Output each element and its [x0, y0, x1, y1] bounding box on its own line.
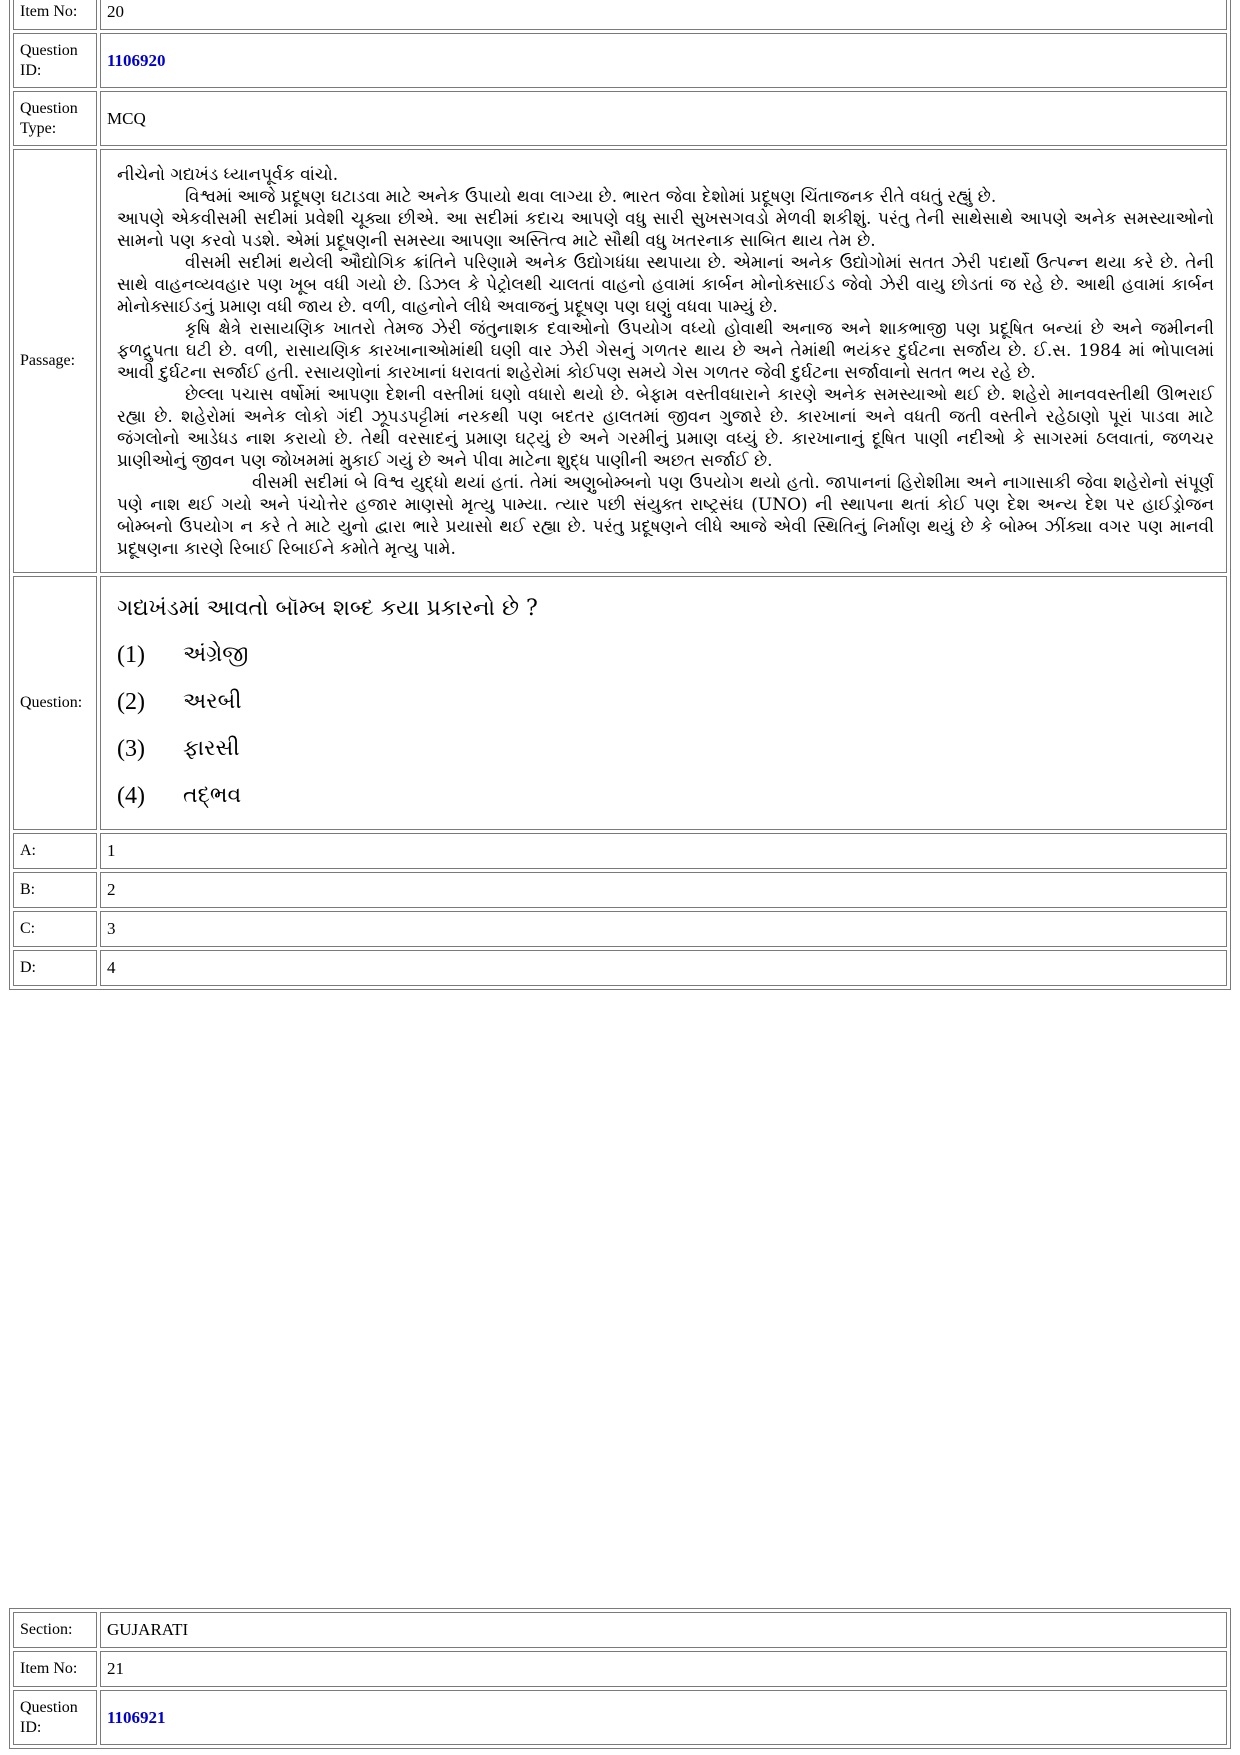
question-id-value: 1106920: [100, 33, 1227, 88]
item-no-value: 21: [100, 1651, 1227, 1687]
question-type-row: [13, 91, 1227, 146]
question-id-row: [13, 1690, 1227, 1745]
answer-a-label: A:: [13, 833, 97, 869]
option-text: ફારસી: [183, 735, 240, 761]
question-id-label: Question ID:: [13, 1690, 97, 1745]
passage-row: [13, 149, 1227, 573]
question-id-label: Question ID:: [13, 33, 97, 88]
option-text: અરબી: [183, 688, 242, 714]
option-number: (2): [117, 688, 145, 715]
question-id-row: [13, 33, 1227, 88]
passage-paragraph: વીસમી સદીમાં થયેલી ઔદ્યોગિક ક્રાંતિને પરિણામે અનેક ઉદ્યોગધંધા સ્થપાયા છે. એમાનાં અનેક ઉદ્યોગોમાં સતત ઝેરી પદાર્થો ઉત્પન્ન થયા કરે છે. તેની સાથે વાહનવ્યવહાર પણ ખૂબ વધી ગયો છે. ડિઝલ કે પેટ્રોલથી ચાલતાં વાહનો હવામાં કાર્બન મોનોક્સાઈડ જેવો ઝેરી વાયુ છોડતાં જ રહે છે. આથી હવામાં કાર્બન મોનોક્સાઈડનું પ્રમાણ વધી જાય છે. વળી, વાહનોને લીધે અવાજનું પ્રદૂષણ પણ ઘણું વધવા પામ્યું છે.: [117, 253, 1214, 317]
option-number: (4): [117, 782, 145, 809]
question-type-value: MCQ: [100, 91, 1227, 146]
question-id-value: 1106921: [100, 1690, 1227, 1745]
answer-d-value: 4: [100, 950, 1227, 986]
question-content: [100, 576, 1227, 830]
passage-paragraph: આપણે એકવીસમી સદીમાં પ્રવેશી ચૂક્યા છીએ. આ સદીમાં કદાચ આપણે વધુ સારી સુખસગવડો મેળવી શકીશું. પરંતુ તેની સાથેસાથે આપણે અનેક સમસ્યાઓનો સામનો પણ કરવો પડશે. એમાં પ્રદૂષણની સમસ્યા આપણા અસ્તિત્વ માટે સૌથી વધુ ખતરનાક સાબિત થાય તેમ છે.: [117, 209, 1214, 251]
item-no-label: Item No:: [13, 0, 97, 30]
passage-paragraph: વિશ્વમાં આજે પ્રદૂષણ ઘટાડવા માટે અનેક ઉપાયો થવા લાગ્યા છે. ભારત જેવા દેશોમાં પ્રદૂષણ ચિંતાજનક રીતે વધતું રહ્યું છે.: [185, 187, 997, 207]
answer-b-label: B:: [13, 872, 97, 908]
option-text: તદ્ભવ: [183, 782, 242, 808]
item-no-row: [13, 0, 1227, 30]
answer-d-row: [13, 950, 1227, 986]
answer-c-value: 3: [100, 911, 1227, 947]
question-label: Question:: [13, 576, 97, 830]
passage-paragraph: વીસમી સદીમાં બે વિશ્વ યુદ્ધો થયાં હતાં. તેમાં અણુબોમ્બનો પણ ઉપયોગ થયો હતો. જાપાનનાં હિરોશીમા અને નાગાસાકી જેવા શહેરોનો સંપૂર્ણ પણે નાશ થઈ ગયો અને પંચોત્તેર હજાર માણસો મૃત્યુ પામ્યા. ત્યાર પછી સંયુક્ત રાષ્ટ્રસંઘ (UNO) ની સ્થાપના થતાં કોઈ પણ દેશ અન્ય દેશ પર હાઈડ્રોજન બોમ્બનો ઉપયોગ ન કરે તે માટે યુનો દ્વારા ભારે પ્રયાસો થઈ રહ્યા છે. પરંતુ પ્રદૂષણને લીધે આજે એવી સ્થિતિનું નિર્માણ થયું છે કે બોમ્બ ઝીંક્યા વગર પણ માનવી પ્રદૂષણના કારણે રિબાઈ રિબાઈને કમોતે મૃત્યુ પામે.: [117, 473, 1214, 559]
passage-label: Passage:: [13, 149, 97, 573]
passage-content: [100, 149, 1227, 573]
option-number: (3): [117, 735, 145, 762]
passage-paragraph: કૃષિ ક્ષેત્રે રાસાયણિક ખાતરો તેમજ ઝેરી જંતુનાશક દવાઓનો ઉપયોગ વધ્યો હોવાથી અનાજ અને શાકભાજી પણ પ્રદૂષિત બન્યાં છે અને જમીનની ફળદ્રુપતા ઘટી છે. વળી, રાસાયણિક કારખાનાઓમાંથી ઘણી વાર ઝેરી ગેસનું ગળતર થાય છે અને તેમાંથી ભયંકર દુર્ઘટના સર્જાય છે. ઈ.સ. 1984 માં ભોપાલમાં આવી દુર્ઘટના સર્જાઈ હતી. રસાયણોનાં કારખાનાં ધરાવતાં શહેરોમાં કોઈપણ સમયે ગેસ ગળતર જેવી દુર્ઘટના સર્જાવાનો સતત ભય રહે છે.: [117, 319, 1214, 383]
question-block-20: [9, 0, 1231, 990]
option-3: [117, 725, 1214, 772]
answer-b-row: [13, 872, 1227, 908]
question-block-21: [9, 1608, 1231, 1749]
section-label: Section:: [13, 1612, 97, 1648]
option-1: [117, 631, 1214, 678]
answer-a-row: [13, 833, 1227, 869]
passage-paragraph: છેલ્લા પચાસ વર્ષોમાં આપણા દેશની વસ્તીમાં ઘણો વધારો થયો છે. બેફામ વસ્તીવધારાને કારણે અનેક સમસ્યાઓ થઈ છે. શહેરો માનવવસ્તીથી ઊભરાઈ રહ્યા છે. શહેરોમાં અનેક લોકો ગંદી ઝૂપડપટ્ટીમાં નરકથી પણ બદતર હાલતમાં જીવન ગુજારે છે. કારખાનાં અને વધતી જતી વસ્તીને રહેઠાણો પૂરાં પાડવા માટે જંગલોનો આડેધડ નાશ કરાયો છે. તેથી વરસાદનું પ્રમાણ ઘટ્યું છે અને ગરમીનું પ્રમાણ વધ્યું છે. કારખાનાનું દૂષિત પાણી નદીઓ કે સાગરમાં ઠલવાતાં, જળચર પ્રાણીઓનું જીવન પણ જોખમમાં મુકાઈ ગયું છે અને પીવા માટેના શુદ્ધ પાણીની અછત સર્જાઈ છે.: [117, 385, 1214, 471]
section-row: [13, 1612, 1227, 1648]
item-no-label: Item No:: [13, 1651, 97, 1687]
answer-d-label: D:: [13, 950, 97, 986]
answer-c-row: [13, 911, 1227, 947]
option-text: અંગ્રેજી: [183, 641, 249, 667]
section-value: GUJARATI: [100, 1612, 1227, 1648]
answer-b-value: 2: [100, 872, 1227, 908]
option-number: (1): [117, 641, 145, 668]
option-2: [117, 678, 1214, 725]
answer-a-value: 1: [100, 833, 1227, 869]
answer-c-label: C:: [13, 911, 97, 947]
passage-instruction: નીચેનો ગદ્યખંડ ધ્યાનપૂર્વક વાંચો.: [117, 165, 339, 185]
option-4: [117, 772, 1214, 819]
question-type-label: Question Type:: [13, 91, 97, 146]
question-text: ગદ્યખંડમાં આવતો બૉમ્બ શબ્દ કયા પ્રકારનો છે ?: [117, 596, 538, 621]
item-no-row: [13, 1651, 1227, 1687]
question-row: [13, 576, 1227, 830]
item-no-value: 20: [100, 0, 1227, 30]
